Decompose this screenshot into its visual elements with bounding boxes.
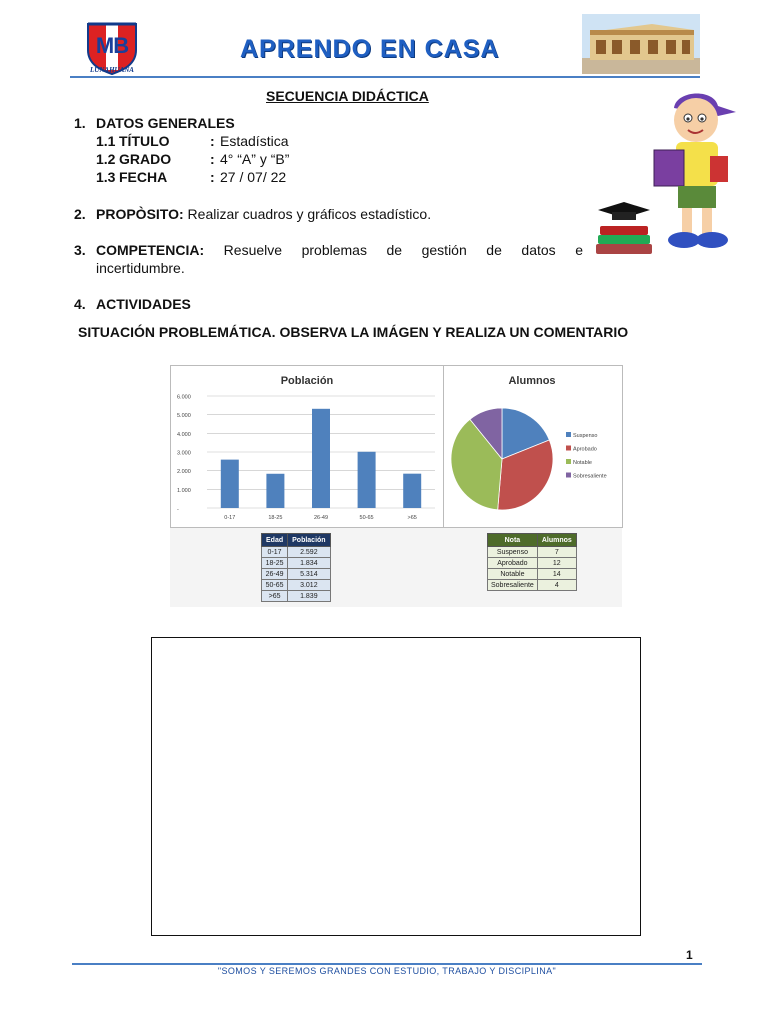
footer-motto: "SOMOS Y SEREMOS GRANDES CON ESTUDIO, TRABAJO Y DISCIPLINA" (217, 966, 557, 976)
table-cell: 26-49 (262, 569, 288, 580)
pie-chart-panel (443, 365, 623, 528)
section-1-number: 1. (74, 115, 86, 131)
table-cell: 1.834 (288, 558, 330, 569)
legend-swatch (566, 432, 571, 437)
row-titulo-number: 1.1 (96, 133, 116, 149)
bar-chart (171, 366, 443, 527)
table-cell: 4 (537, 580, 576, 591)
section-3-line-2: incertidumbre. (96, 260, 185, 276)
section-3-line-1 (96, 241, 583, 259)
pie-chart (444, 366, 622, 527)
row-grado-label: GRADO (119, 151, 172, 167)
x-tick-label: 18-25 (268, 515, 283, 521)
x-tick-label: >65 (407, 515, 417, 521)
table-cell: Suspenso (488, 547, 538, 558)
bar (221, 460, 239, 508)
section-1-label: DATOS GENERALES (96, 115, 235, 131)
header-title: APRENDO EN CASA (240, 35, 500, 63)
table-cell: Aprobado (488, 558, 538, 569)
legend-label: Suspenso (573, 433, 598, 439)
legend-swatch (566, 459, 571, 464)
table-row (488, 558, 577, 569)
y-tick-label: 4.000 (177, 431, 191, 438)
table-cell: >65 (262, 591, 288, 602)
population-table (261, 533, 331, 602)
student-cartoon-illustration (648, 86, 740, 254)
table-row (488, 547, 577, 558)
table-cell: Notable (488, 569, 538, 580)
section-2-line (96, 205, 431, 223)
row-titulo-value: Estadística (220, 133, 289, 149)
table-row (488, 569, 577, 580)
y-tick-label: 3.000 (177, 450, 191, 457)
table-row (262, 580, 331, 591)
section-3-label: COMPETENCIA: (96, 242, 205, 258)
row-titulo-label: TÍTULO (119, 133, 170, 149)
legend-label: Sobresaliente (573, 473, 607, 480)
logo-caption: LUNAHUANA (90, 66, 134, 74)
statistics-figure (170, 365, 622, 607)
grades-table (487, 533, 577, 591)
comment-answer-box[interactable] (151, 637, 641, 936)
table-cell: 5.314 (288, 569, 330, 580)
bar (312, 409, 330, 508)
bar-chart-panel (170, 365, 444, 528)
table-row (262, 558, 331, 569)
table-cell: 3.012 (288, 580, 330, 591)
legend-label: Aprobado (573, 446, 597, 453)
books-graduation-cap-icon (594, 200, 654, 256)
table-cell: 2.592 (288, 547, 330, 558)
y-tick-label: 5.000 (177, 413, 191, 420)
table-cell: 12 (537, 558, 576, 569)
bar (403, 474, 421, 508)
row-grado-value: 4° “A” y “B” (220, 151, 290, 167)
table-header: Población (288, 534, 330, 547)
section-2-text: Realizar cuadros y gráficos estadístico. (187, 206, 432, 222)
row-fecha-colon: : (210, 169, 215, 185)
table-cell: 18-25 (262, 558, 288, 569)
table-cell: 7 (537, 547, 576, 558)
section-4-label: ACTIVIDADES (96, 296, 191, 312)
table-header: Edad (262, 534, 288, 547)
table-cell: Sobresaliente (488, 580, 538, 591)
row-fecha-number: 1.3 (96, 169, 116, 185)
school-building-image (582, 14, 700, 74)
section-2-label: PROPÒSITO: (96, 206, 184, 222)
page-heading: SECUENCIA DIDÁCTICA (266, 88, 429, 104)
row-grado-colon: : (210, 151, 215, 167)
logo-letters: MB (95, 33, 129, 58)
row-fecha-value: 27 / 07/ 22 (220, 169, 287, 185)
table-header: Nota (488, 534, 538, 547)
chart-title: Alumnos (508, 375, 556, 387)
section-3-number: 3. (74, 242, 86, 258)
x-tick-label: 50-65 (359, 515, 374, 521)
table-row (262, 591, 331, 602)
section-4-number: 4. (74, 296, 86, 312)
chart-title: Población (280, 375, 334, 387)
page-number: 1 (686, 948, 693, 962)
footer-divider (72, 963, 702, 965)
table-cell: 50-65 (262, 580, 288, 591)
table-cell: 0-17 (262, 547, 288, 558)
legend-swatch (566, 473, 571, 478)
legend-swatch (566, 446, 571, 451)
header-divider (70, 76, 700, 78)
table-cell: 14 (537, 569, 576, 580)
y-tick-label: 6.000 (177, 394, 191, 401)
section-2-number: 2. (74, 206, 86, 222)
table-row (488, 580, 577, 591)
x-tick-label: 0-17 (224, 515, 236, 521)
section-3-text: Resuelve problemas de gestión de datos e (223, 242, 583, 258)
bar (358, 452, 376, 508)
table-header: Alumnos (537, 534, 576, 547)
bar (266, 474, 284, 508)
y-tick-label: 2.000 (177, 469, 191, 476)
table-row (262, 547, 331, 558)
row-fecha-label: FECHA (119, 169, 168, 185)
table-row (262, 569, 331, 580)
y-tick-label: - (177, 506, 179, 513)
table-cell: 1.839 (288, 591, 330, 602)
legend-label: Notable (573, 460, 592, 466)
x-tick-label: 26-49 (313, 515, 329, 521)
situation-heading: SITUACIÓN PROBLEMÁTICA. OBSERVA LA IMÁGEN Y REALIZA UN COMENTARIO (78, 324, 629, 340)
school-logo (84, 20, 140, 76)
y-tick-label: 1.000 (177, 487, 191, 494)
row-grado-number: 1.2 (96, 151, 116, 167)
row-titulo-colon: : (210, 133, 215, 149)
